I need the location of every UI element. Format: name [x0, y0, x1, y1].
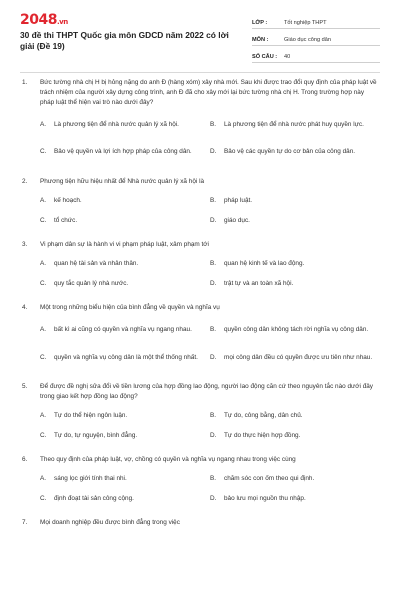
option-letter: C.	[40, 432, 47, 439]
option-text: kế hoạch.	[54, 197, 82, 204]
option-letter: C.	[40, 495, 47, 502]
option-b[interactable]	[210, 114, 380, 136]
option-letter: B.	[210, 475, 217, 482]
option-a[interactable]	[40, 114, 210, 136]
option-letter: B.	[210, 260, 217, 267]
option-text: tổ chức.	[54, 217, 78, 224]
option-letter: B.	[210, 326, 217, 333]
option-letter: C.	[40, 148, 47, 155]
option-text: giáo dục.	[224, 217, 250, 224]
question-stem	[22, 382, 380, 402]
option-d[interactable]	[210, 216, 380, 226]
question-number: 4.	[22, 304, 28, 311]
question-text: Bức tường nhà chị H bị hỏng nặng do anh Đ (hàng xóm) xây nhà mới. Sau khi được trao đổi quy định của pháp luật về trách nhiệm của người xây dựng công trình, anh Đ đã cho xây mới lại bức tường nhà chị H. Trong trường hợp này pháp luật thể hiện vai trò nào dưới đây?	[40, 79, 377, 106]
question	[0, 382, 400, 443]
question-text: Vi phạm dân sự là hành vi vi phạm pháp luật, xâm phạm tới	[40, 241, 209, 248]
option-letter: A.	[40, 260, 47, 267]
option-b[interactable]	[210, 196, 380, 206]
option-text: quyền và nghĩa vụ công dân là một thể thống nhất.	[54, 354, 198, 361]
option-c[interactable]	[40, 216, 210, 226]
option-list	[40, 114, 380, 164]
document-title: 30 đề thi THPT Quốc gia môn GDCD năm 2022 có lời giải (Đề 19)	[20, 30, 229, 51]
option-letter: A.	[40, 326, 47, 333]
option-text: Tự do thực hiện hợp đồng.	[224, 432, 301, 439]
option-text: quyền công dân không tách rời nghĩa vụ công dân.	[224, 326, 369, 333]
option-d[interactable]	[210, 494, 380, 504]
option-text: Tự do, công bằng, dân chủ.	[224, 412, 303, 419]
option-a[interactable]	[40, 319, 210, 341]
question-text: Theo quy định của pháp luật, vợ, chồng có quyền và nghĩa vụ ngang nhau trong việc cùng	[40, 456, 296, 463]
meta-value: 40	[284, 54, 291, 60]
option-text: quan hệ kinh tế và lao động.	[224, 260, 305, 267]
option-a[interactable]	[40, 411, 210, 421]
meta-value: Giáo dục công dân	[284, 37, 331, 43]
meta-row-subject	[252, 31, 380, 46]
option-text: quan hệ tài sản và nhân thân.	[54, 260, 139, 267]
option-text: chăm sóc con ốm theo qui định.	[224, 475, 315, 482]
option-text: Bảo vệ các quyền tự do cơ bản của công dân.	[224, 148, 356, 155]
document-header	[0, 0, 400, 82]
question	[0, 177, 400, 228]
option-text: sáng lọc giới tính thai nhi.	[54, 475, 127, 482]
question	[0, 518, 400, 528]
logo-suffix: .vn	[56, 18, 68, 26]
question	[0, 455, 400, 506]
question-stem	[22, 240, 380, 250]
option-b[interactable]	[210, 259, 380, 269]
option-a[interactable]	[40, 474, 210, 484]
option-b[interactable]	[210, 411, 380, 421]
question	[0, 78, 400, 164]
question-stem	[22, 518, 380, 528]
question-text: Phương tiện hữu hiệu nhất để Nhà nước quản lý xã hội là	[40, 178, 205, 185]
option-d[interactable]	[210, 279, 380, 289]
option-letter: D.	[210, 280, 217, 287]
option-letter: B.	[210, 412, 217, 419]
question-number: 3.	[22, 241, 28, 248]
meta-label: LỚP :	[252, 20, 268, 26]
question-text: Mọi doanh nghiệp đều được bình đẳng trong việc	[40, 519, 180, 526]
option-text: Bảo vệ quyền và lợi ích hợp pháp của công dân.	[54, 148, 192, 155]
option-text: Tự do thể hiện ngôn luận.	[54, 412, 128, 419]
option-text: định đoạt tài sản công cộng.	[54, 495, 134, 502]
option-text: trật tự và an toàn xã hội.	[224, 280, 294, 287]
option-text: mọi công dân đều có quyền được ưu tiên như nhau.	[224, 354, 373, 361]
option-letter: D.	[210, 148, 217, 155]
option-a[interactable]	[40, 196, 210, 206]
option-c[interactable]	[40, 140, 210, 164]
meta-label: MÔN :	[252, 37, 269, 43]
question-stem	[22, 455, 380, 465]
question-number: 1.	[22, 79, 28, 86]
option-letter: B.	[210, 121, 217, 128]
meta-label: SỐ CÂU :	[252, 54, 278, 60]
header-divider	[20, 72, 380, 73]
option-b[interactable]	[210, 474, 380, 484]
question	[0, 240, 400, 291]
option-d[interactable]	[210, 140, 380, 164]
option-text: Là phương tiện để nhà nước quản lý xã hội.	[54, 121, 179, 128]
question-text: Để được đề nghị sửa đổi về tiền lương của hợp đồng lao động, người lao động căn cứ theo nguyên tắc nào dưới đây trong giao kết hợp đồng lao động?	[40, 383, 373, 400]
logo-main: 2048	[20, 12, 57, 28]
option-list	[40, 319, 380, 370]
meta-table	[252, 14, 380, 65]
option-d[interactable]	[210, 431, 380, 441]
option-text: quy tắc quản lý nhà nước.	[54, 280, 129, 287]
option-list	[40, 257, 380, 291]
option-letter: D.	[210, 432, 217, 439]
question-stem	[22, 78, 380, 108]
option-text: bảo lưu mọi nguồn thu nhập.	[224, 495, 306, 502]
option-letter: C.	[40, 217, 47, 224]
meta-row-count	[252, 48, 380, 63]
option-letter: B.	[210, 197, 217, 204]
question-stem	[22, 303, 380, 313]
question-number: 6.	[22, 456, 28, 463]
option-letter: D.	[210, 495, 217, 502]
option-letter: A.	[40, 197, 47, 204]
option-letter: D.	[210, 354, 217, 361]
option-letter: C.	[40, 280, 47, 287]
option-letter: C.	[40, 354, 47, 361]
option-c[interactable]	[40, 494, 210, 504]
option-letter: A.	[40, 121, 47, 128]
question-number: 5.	[22, 383, 28, 390]
meta-value: Tốt nghiệp THPT	[284, 20, 327, 26]
option-list	[40, 409, 380, 443]
option-d[interactable]	[210, 346, 380, 370]
question-text: Một trong những biểu hiện của bình đẳng về quyền và nghĩa vụ	[40, 304, 220, 311]
question	[0, 303, 400, 370]
question-number: 7.	[22, 519, 28, 526]
question-list	[0, 78, 400, 528]
option-b[interactable]	[210, 319, 380, 341]
meta-row-class	[252, 14, 380, 29]
site-logo[interactable]	[20, 12, 68, 28]
question-stem	[22, 177, 380, 187]
option-text: Tự do, tự nguyện, bình đẳng.	[54, 432, 138, 439]
option-letter: D.	[210, 217, 217, 224]
option-list	[40, 194, 380, 228]
option-text: bất kì ai cũng có quyền và nghĩa vụ ngang nhau.	[54, 326, 192, 333]
option-letter: A.	[40, 475, 47, 482]
option-text: Là phương tiện để nhà nước phát huy quyền lực.	[224, 121, 364, 128]
option-letter: A.	[40, 412, 47, 419]
option-c[interactable]	[40, 431, 210, 441]
option-list	[40, 472, 380, 506]
option-text: pháp luật.	[224, 197, 253, 204]
option-a[interactable]	[40, 259, 210, 269]
option-c[interactable]	[40, 346, 210, 370]
option-c[interactable]	[40, 279, 210, 289]
question-number: 2.	[22, 178, 28, 185]
